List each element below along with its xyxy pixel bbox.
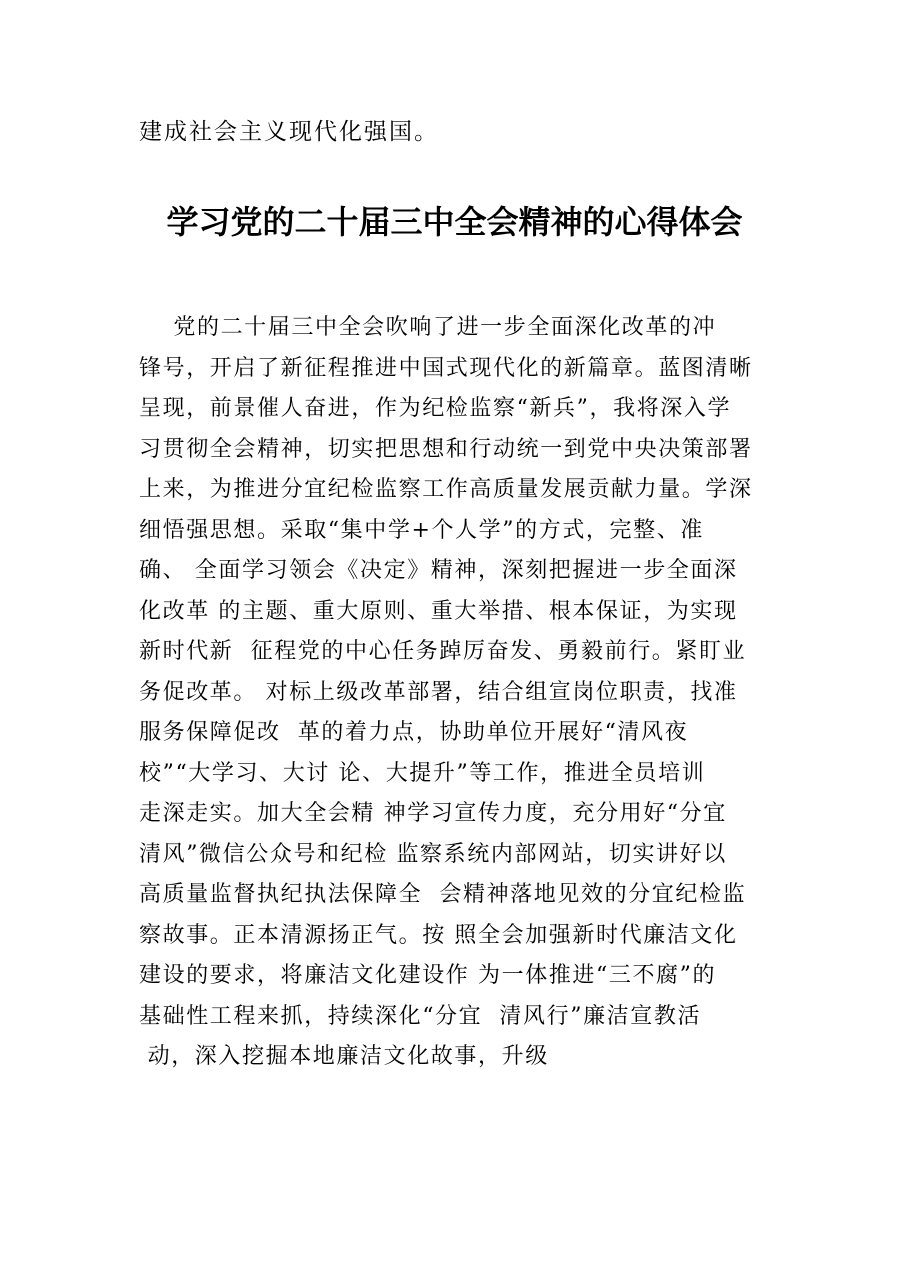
body-line: 呈现，前景催人奋进，作为纪检监察“新兵”，我将深入学 bbox=[139, 396, 732, 421]
body-line: 上来，为推进分宜纪检监察工作高质量发展贡献力量。学深 bbox=[139, 477, 753, 502]
body-line: 党的二十届三中全会吹响了进一步全面深化改革的冲 bbox=[139, 315, 717, 340]
body-line: 习贯彻全会精神，切实把思想和行动统一到党中央决策部署 bbox=[139, 436, 753, 462]
body-line: 高质量监督执纪执法保障全 会精神落地见效的分宜纪检监 bbox=[139, 882, 747, 907]
body-line: 基础性工程来抓，持续深化“分宜 清风行”廉洁宣教活 bbox=[139, 1003, 702, 1029]
body-line: 细悟强思想。采取“集中学+个人学”的方式，完整、准 bbox=[139, 517, 704, 543]
body-line: 务促改革。 对标上级改革部署，结合组宣岗位职责，找准 bbox=[139, 679, 738, 705]
body-line: 建设的要求，将廉洁文化建设作 为一体推进“三不腐”的 bbox=[139, 963, 717, 988]
body-line: 察故事。正本清源扬正气。按 照全会加强新时代廉洁文化 bbox=[139, 922, 738, 948]
body-line: 校”“大学习、大讨 论、大提升”等工作，推进全员培训 bbox=[139, 760, 706, 786]
body-line: 动，深入挖掘本地廉洁文化故事，升级 bbox=[139, 1044, 549, 1069]
body-line: 确、 全面学习领会《决定》精神，深刻把握进一步全面深 bbox=[139, 558, 738, 583]
body-line: 清风”微信公众号和纪检 监察系统内部网站，切实讲好以 bbox=[139, 841, 727, 867]
article-body bbox=[139, 308, 789, 1078]
previous-paragraph-ending: 建成社会主义现代化强国。 bbox=[139, 119, 439, 145]
body-line: 化改革 的主题、重大原则、重大举措、根本保证，为实现 bbox=[139, 598, 738, 624]
body-line: 新时代新 征程党的中心任务踔厉奋发、勇毅前行。紧盯业 bbox=[139, 639, 747, 664]
body-line: 走深走实。加大全会精 神学习宣传力度，充分用好“分宜 bbox=[139, 801, 727, 826]
body-line: 服务保障促改 革的着力点，协助单位开展好“清风夜 bbox=[139, 720, 689, 745]
article-title: 学习党的二十届三中全会精神的心得体会 bbox=[166, 203, 743, 241]
body-line: 锋号，开启了新征程推进中国式现代化的新篇章。蓝图清晰 bbox=[139, 355, 753, 381]
